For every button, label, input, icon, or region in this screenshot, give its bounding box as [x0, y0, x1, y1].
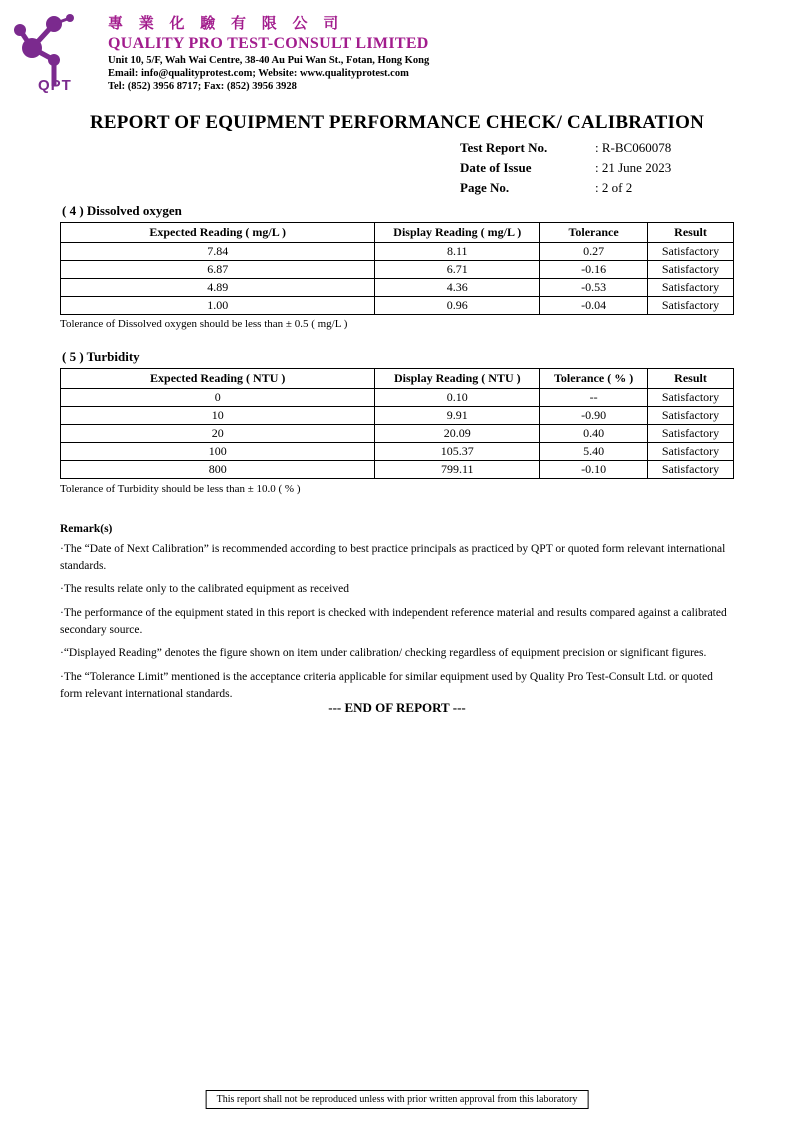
turbidity-note: Tolerance of Turbidity should be less than ± 10.0 ( % ) [60, 483, 301, 495]
table-cell: -0.90 [540, 407, 648, 425]
table-cell: 20.09 [375, 425, 540, 443]
table-cell: 6.87 [61, 261, 375, 279]
dissolved-oxygen-table [60, 222, 734, 315]
table-cell: Satisfactory [648, 243, 734, 261]
table-cell: Satisfactory [648, 425, 734, 443]
column-header: Expected Reading ( NTU ) [61, 369, 375, 389]
table-cell: Satisfactory [648, 407, 734, 425]
table-header-row [61, 369, 734, 389]
table-row [61, 461, 734, 479]
table-cell: 0.10 [375, 389, 540, 407]
company-block [108, 8, 429, 100]
remark-item: ·The performance of the equipment stated in this report is checked with independent reference material and results compared against a calibrated secondary source. [60, 607, 727, 636]
turbidity-table [60, 368, 734, 479]
company-telfax: Tel: (852) 3956 8717; Fax: (852) 3956 3928 [108, 81, 297, 92]
table-row [61, 389, 734, 407]
table-cell: -0.16 [540, 261, 648, 279]
table-cell: 100 [61, 443, 375, 461]
table-row [61, 279, 734, 297]
table-cell: 9.91 [375, 407, 540, 425]
company-logo [10, 8, 102, 100]
table-row [61, 425, 734, 443]
table-cell: Satisfactory [648, 443, 734, 461]
company-name-english: QUALITY PRO TEST-CONSULT LIMITED [108, 35, 429, 52]
table-cell: 10 [61, 407, 375, 425]
report-info-row [460, 180, 671, 200]
table-cell: Satisfactory [648, 279, 734, 297]
page-title: REPORT OF EQUIPMENT PERFORMANCE CHECK/ CALIBRATION [89, 112, 705, 133]
table-cell: 4.36 [375, 279, 540, 297]
table-cell: 20 [61, 425, 375, 443]
report-info-row [460, 140, 671, 160]
table-cell: Satisfactory [648, 461, 734, 479]
remark-item: ·The “Date of Next Calibration” is recommended according to best practice principals as practiced by QPT or quoted form relevant international standards. [60, 543, 726, 572]
column-header: Result [648, 369, 734, 389]
column-header: Result [648, 223, 734, 243]
table-cell: 0.27 [540, 243, 648, 261]
section-5-heading: ( 5 ) Turbidity [62, 349, 140, 364]
remarks-list [60, 541, 738, 702]
table-cell: 8.11 [375, 243, 540, 261]
remarks-section [60, 523, 738, 709]
table-cell: 0 [61, 389, 375, 407]
table-cell: 7.84 [61, 243, 375, 261]
table-cell: -0.04 [540, 297, 648, 315]
page-no-label: Page No. [460, 180, 510, 195]
page-no-value: : 2 of 2 [595, 180, 633, 195]
table-cell: 1.00 [61, 297, 375, 315]
table-row [61, 243, 734, 261]
remarks-heading: Remark(s) [60, 523, 113, 535]
report-number-value: : R-BC060078 [595, 140, 672, 155]
dissolved-oxygen-note: Tolerance of Dissolved oxygen should be less than ± 0.5 ( mg/L ) [60, 318, 348, 330]
remark-item: ·The results relate only to the calibrated equipment as received [60, 583, 349, 596]
footer-disclaimer: This report shall not be reproduced unless with prior written approval from this laboratory [206, 1090, 589, 1109]
report-info-row [460, 160, 671, 180]
logo-qpt-label: QPT [38, 77, 72, 94]
table-row [61, 297, 734, 315]
table-cell: 105.37 [375, 443, 540, 461]
company-name-chinese: 專 業 化 驗 有 限 公 司 [108, 16, 345, 32]
table-cell: 5.40 [540, 443, 648, 461]
table-cell: 800 [61, 461, 375, 479]
remark-item: ·The “Tolerance Limit” mentioned is the acceptance criteria applicable for similar equipment used by Quality Pro Test-Consult Ltd. or quoted form relevant international standards. [60, 671, 713, 700]
table-header-row [61, 223, 734, 243]
table-cell: -0.10 [540, 461, 648, 479]
table-cell: 799.11 [375, 461, 540, 479]
table-row [61, 407, 734, 425]
report-info [460, 140, 671, 200]
table-cell: 0.40 [540, 425, 648, 443]
date-of-issue-label: Date of Issue [460, 160, 532, 175]
table-cell: Satisfactory [648, 389, 734, 407]
company-address: Unit 10, 5/F, Wah Wai Centre, 38-40 Au Pui Wan St., Fotan, Hong Kong [108, 55, 430, 66]
table-cell: -0.53 [540, 279, 648, 297]
report-number-label: Test Report No. [460, 140, 548, 155]
table-cell: 0.96 [375, 297, 540, 315]
table-row [61, 261, 734, 279]
table-cell: 6.71 [375, 261, 540, 279]
table-row [61, 443, 734, 461]
company-contact: Email: info@qualityprotest.com; Website: www.qualityprotest.com [108, 68, 409, 79]
header [10, 8, 429, 100]
column-header: Tolerance ( % ) [540, 369, 648, 389]
section-4-heading: ( 4 ) Dissolved oxygen [62, 203, 182, 218]
date-of-issue-value: : 21 June 2023 [595, 160, 672, 175]
table-cell: -- [540, 389, 648, 407]
column-header: Expected Reading ( mg/L ) [61, 223, 375, 243]
table-cell: Satisfactory [648, 261, 734, 279]
column-header: Display Reading ( NTU ) [375, 369, 540, 389]
remark-item: ·“Displayed Reading” denotes the figure shown on item under calibration/ checking regardless of equipment precision or significant figures. [60, 647, 707, 660]
column-header: Display Reading ( mg/L ) [375, 223, 540, 243]
table-cell: Satisfactory [648, 297, 734, 315]
table-cell: 4.89 [61, 279, 375, 297]
end-of-report-label: --- END OF REPORT --- [328, 700, 466, 715]
column-header: Tolerance [540, 223, 648, 243]
